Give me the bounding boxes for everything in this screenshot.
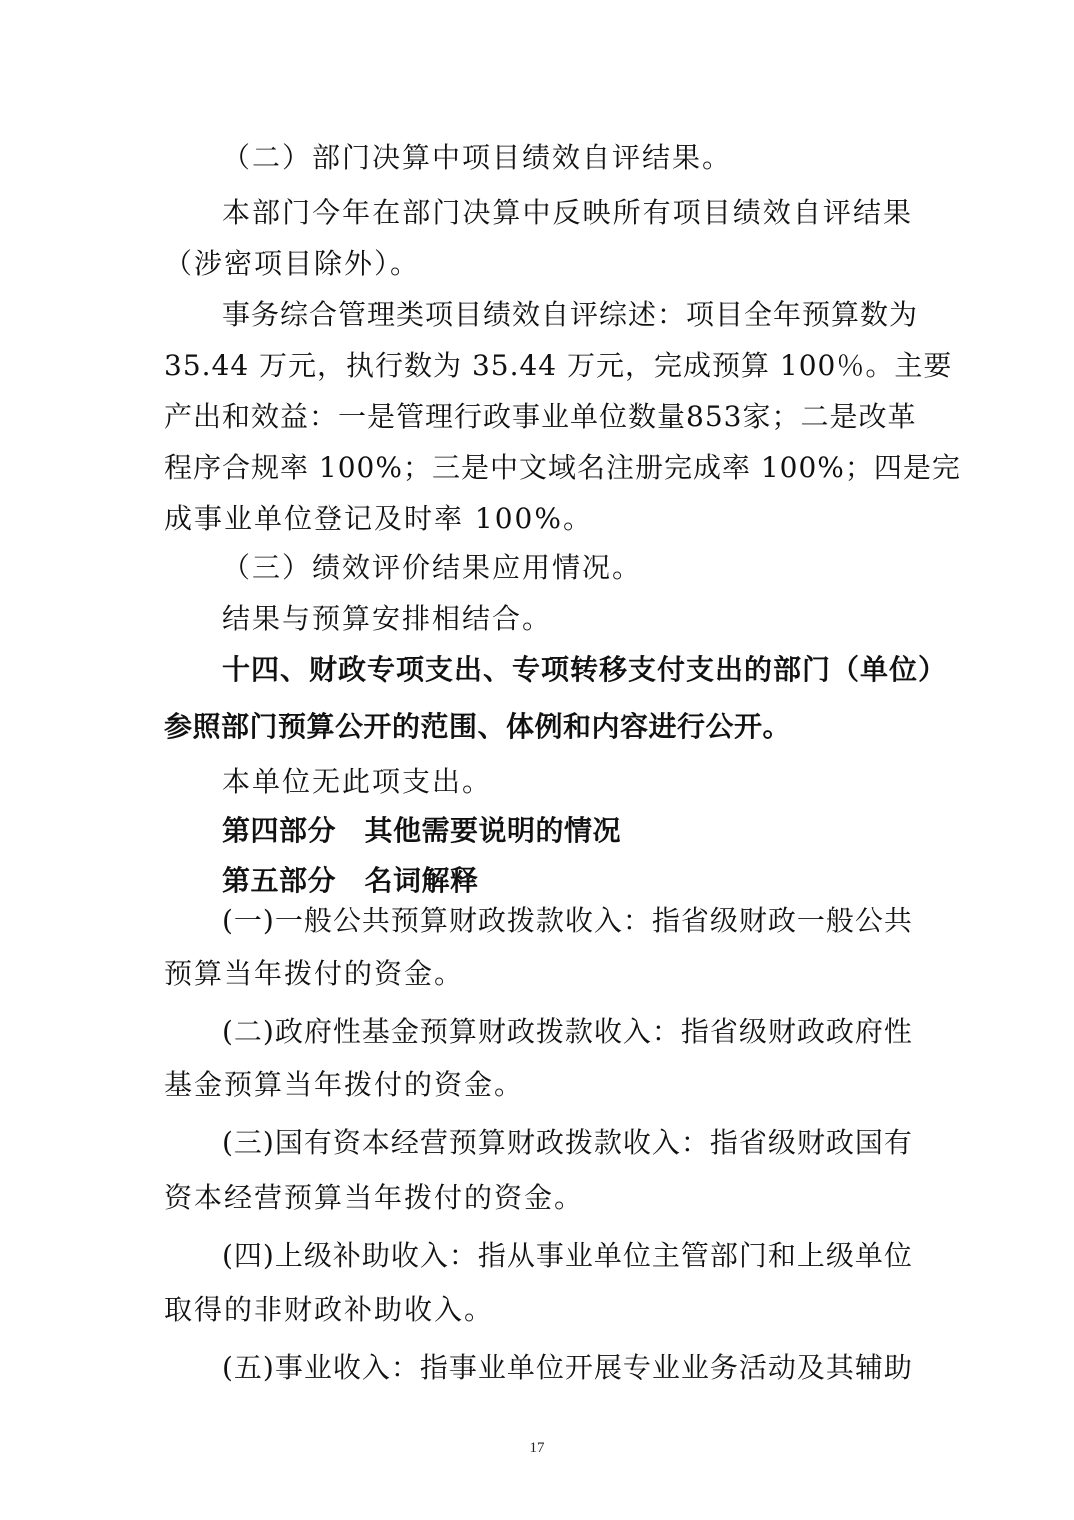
page-number: 17 [529, 1440, 545, 1456]
part-four-heading: 第四部分 其他需要说明的情况 [222, 814, 622, 847]
term-definition-line: (二)政府性基金预算财政拨款收入：指省级财政政府性 [222, 1015, 913, 1048]
term-definition-line: 基金预算当年拨付的资金。 [164, 1068, 525, 1101]
paragraph-line: （涉密项目除外）。 [164, 247, 421, 280]
term-definition-line: (四)上级补助收入：指从事业单位主管部门和上级单位 [222, 1239, 913, 1272]
paragraph-line: 本单位无此项支出。 [222, 765, 493, 798]
paragraph-line: 35.44 万元，执行数为 35.44 万元，完成预算 100％。主要 [164, 349, 953, 382]
paragraph-line: 产出和效益：一是管理行政事业单位数量853家；二是改革 [164, 400, 917, 433]
subheading-evaluation-application: （三）绩效评价结果应用情况。 [222, 551, 643, 584]
section-heading-14-cont: 参照部门预算公开的范围、体例和内容进行公开。 [164, 710, 792, 743]
term-definition-line: 取得的非财政补助收入。 [164, 1293, 495, 1326]
section-heading-14: 十四、财政专项支出、专项转移支付支出的部门（单位） [222, 653, 948, 686]
term-definition-line: 预算当年拨付的资金。 [164, 957, 465, 990]
paragraph-line: 程序合规率 100%；三是中文域名注册完成率 100%；四是完 [164, 451, 961, 484]
term-definition-line: 资本经营预算当年拨付的资金。 [164, 1181, 585, 1214]
term-definition-line: (五)事业收入：指事业单位开展专业业务活动及其辅助 [222, 1351, 913, 1384]
paragraph-line: 成事业单位登记及时率 100%。 [164, 502, 593, 535]
paragraph-line: 结果与预算安排相结合。 [222, 602, 553, 635]
term-definition-line: (三)国有资本经营预算财政拨款收入：指省级财政国有 [222, 1126, 913, 1159]
subheading-self-evaluation-results: （二）部门决算中项目绩效自评结果。 [222, 141, 733, 174]
paragraph-line: 事务综合管理类项目绩效自评综述：项目全年预算数为 [222, 298, 919, 331]
part-five-heading: 第五部分 名词解释 [222, 864, 479, 897]
term-definition-line: (一)一般公共预算财政拨款收入：指省级财政一般公共 [222, 904, 913, 937]
paragraph-line: 本部门今年在部门决算中反映所有项目绩效自评结果 [222, 196, 912, 229]
